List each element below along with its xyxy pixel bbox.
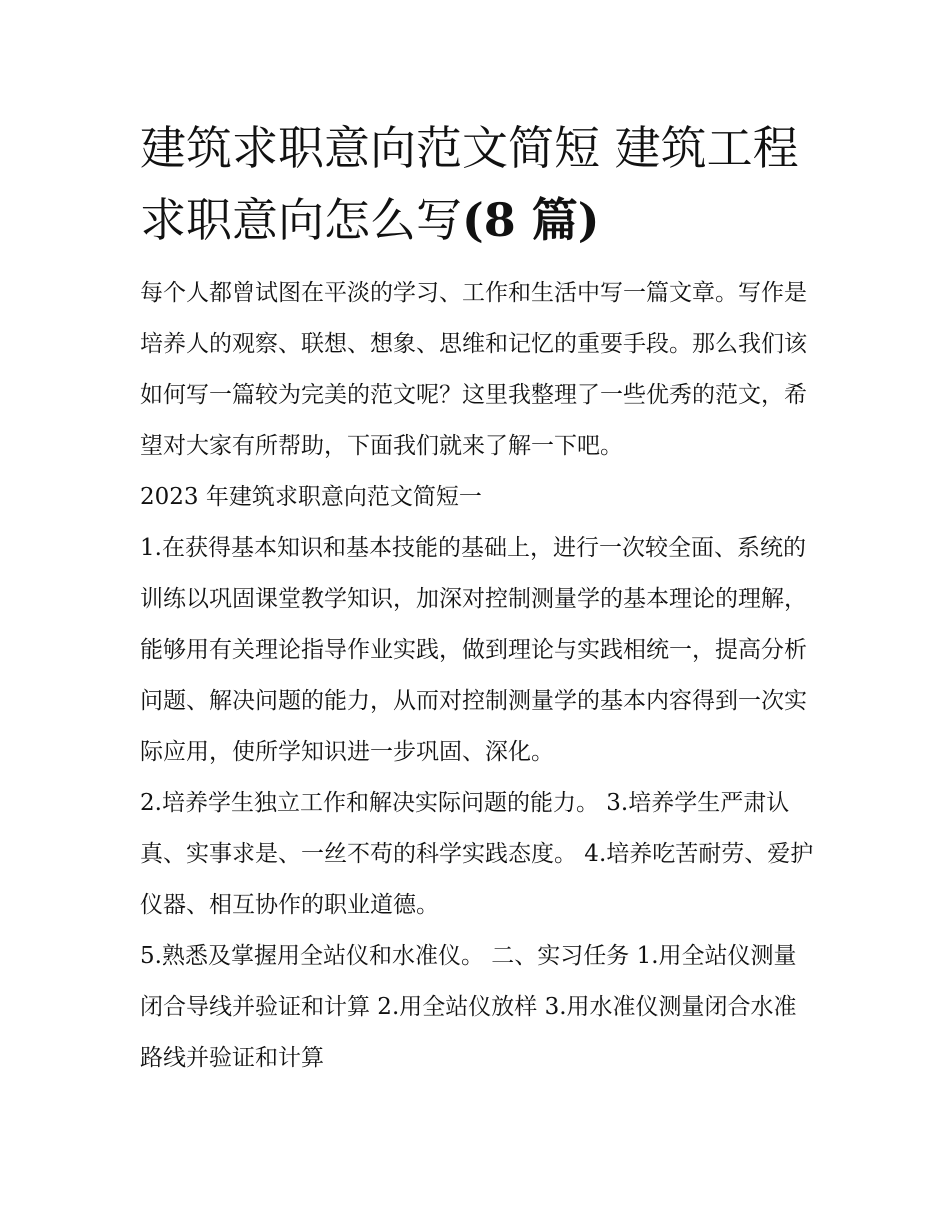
section-heading: 2023 年建筑求职意向范文简短一 (140, 484, 482, 510)
body-paragraph-2: 2.培养学生独立工作和解决实际问题的能力。 3.培养学生严肃认真、实事求是、一丝不苟的科学实践态度。 4.培养吃苦耐劳、爱护仪器、相互协作的职业道德。 (140, 790, 814, 918)
document-title (140, 112, 815, 256)
intro-paragraph: 每个人都曾试图在平淡的学习、工作和生活中写一篇文章。写作是培养人的观察、联想、想象、思维和记忆的重要手段。那么我们该如何写一篇较为完美的范文呢？这里我整理了一些优秀的范文，希望对大家有所帮助，下面我们就来了解一下吧。 (140, 280, 807, 459)
document-body (140, 268, 815, 1084)
body-paragraph-3: 5.熟悉及掌握用全站仪和水准仪。 二、实习任务 1.用全站仪测量闭合导线并验证和计算 2.用全站仪放样 3.用水准仪测量闭合水准路线并验证和计算 (140, 943, 797, 1071)
document-page (140, 112, 815, 1084)
body-paragraph-1: 1.在获得基本知识和基本技能的基础上，进行一次较全面、系统的训练以巩固课堂教学知识，加深对控制测量学的基本理论的理解，能够用有关理论指导作业实践，做到理论与实践相统一，提高分析问题、解决问题的能力，从而对控制测量学的基本内容得到一次实际应用，使所学知识进一步巩固、深化。 (140, 535, 807, 765)
document-title-count: (8 篇) (462, 193, 600, 247)
document-title-text: 建筑求职意向范文简短 建筑工程求职意向怎么写 (140, 121, 799, 247)
